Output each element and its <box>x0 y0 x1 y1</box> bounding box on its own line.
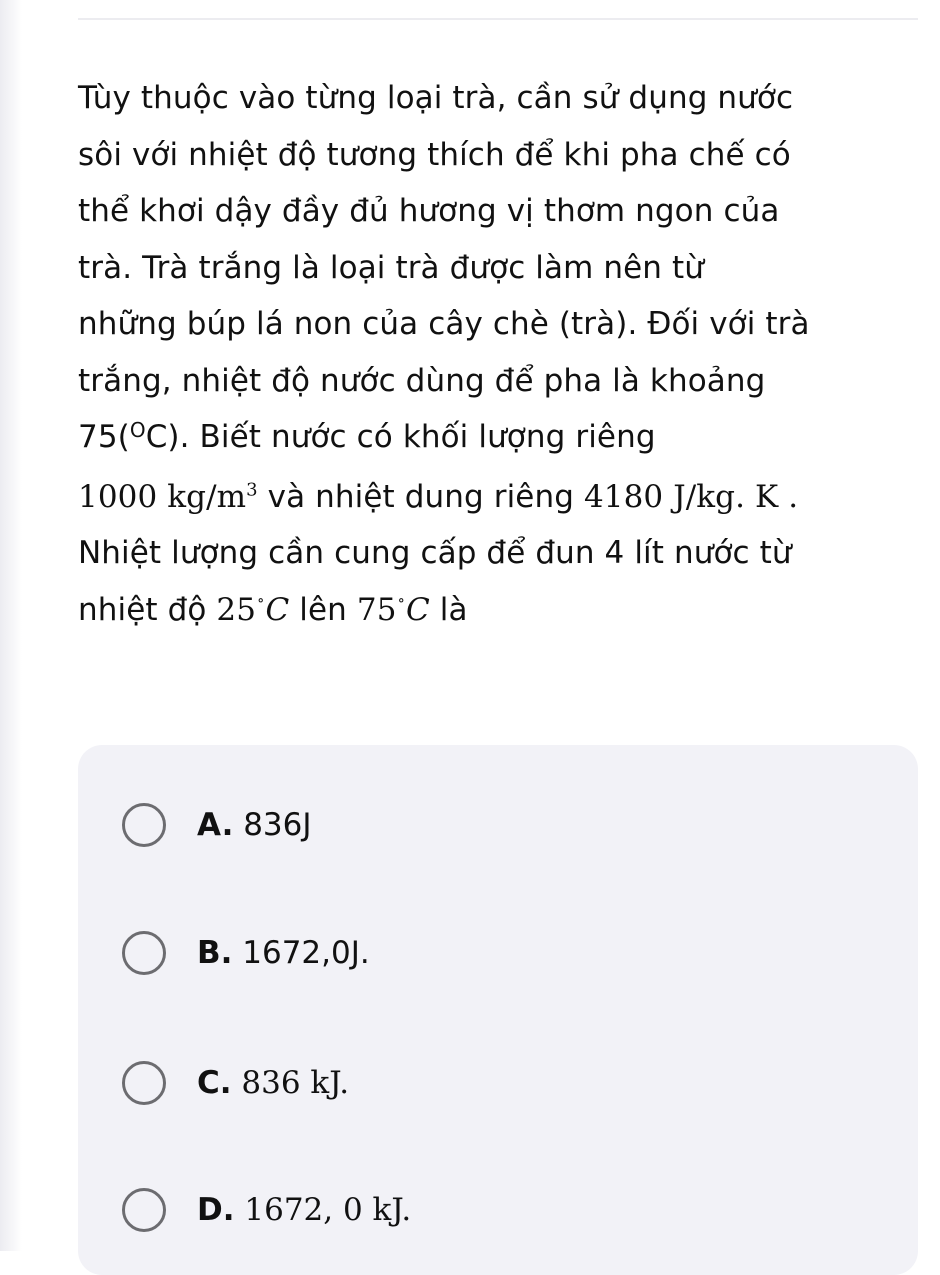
answer-options-card <box>78 745 918 1275</box>
celsius-unit: C <box>265 591 290 628</box>
option-letter: C. <box>197 1065 232 1101</box>
question-line: Tùy thuộc vào từng loại trà, cần sử dụng nước <box>78 80 794 116</box>
radio-button-icon[interactable] <box>122 1188 166 1232</box>
question-line: những búp lá non của cây chè (trà). Đối với trà <box>78 306 810 342</box>
degree-symbol: ∘ <box>397 590 406 609</box>
question-text-segment: và nhiệt dung riêng <box>257 478 584 515</box>
option-value: 1672, 0 kJ. <box>234 1192 412 1228</box>
question-text-segment: lên <box>289 591 357 628</box>
option-c[interactable] <box>122 1055 349 1111</box>
question-text <box>78 70 923 643</box>
question-text-segment: C). Biết nước có khối lượng riêng <box>145 419 656 455</box>
exponent: 3 <box>246 479 258 501</box>
start-temperature: 25 <box>216 591 257 628</box>
question-text-segment: là <box>429 591 468 628</box>
option-label <box>197 1065 349 1101</box>
degree-symbol: O <box>129 418 146 442</box>
question-line: trắng, nhiệt độ nước dùng để pha là khoảng <box>78 362 766 399</box>
option-a[interactable] <box>122 797 312 853</box>
question-line <box>78 469 923 526</box>
specific-heat-value: 4180 J/kg. K . <box>583 478 799 515</box>
question-line: thể khơi dậy đầy đủ hương vị thơm ngon của <box>78 193 780 229</box>
radio-button-icon[interactable] <box>122 1061 166 1105</box>
density-value: 1000 kg/m <box>78 478 247 515</box>
end-temperature: 75 <box>356 591 397 628</box>
option-label <box>197 1192 411 1228</box>
option-letter: D. <box>197 1192 235 1228</box>
option-value: 1672,0J. <box>232 935 370 971</box>
question-line <box>78 582 923 644</box>
question-line: sôi với nhiệt độ tương thích để khi pha chế có <box>78 136 791 173</box>
option-letter: B. <box>197 935 233 971</box>
degree-symbol: ∘ <box>257 590 265 609</box>
question-line: Nhiệt lượng cần cung cấp để đun 4 lít nước từ <box>78 535 792 571</box>
question-text-segment: nhiệt độ <box>78 591 217 628</box>
option-value: 836 kJ. <box>231 1065 350 1101</box>
question-line: trà. Trà trắng là loại trà được làm nên từ <box>78 249 704 286</box>
option-d[interactable] <box>122 1182 411 1238</box>
option-label <box>197 807 312 843</box>
option-b[interactable] <box>122 925 370 981</box>
question-line <box>78 409 923 469</box>
option-label <box>197 935 370 971</box>
option-letter: A. <box>197 807 234 843</box>
radio-button-icon[interactable] <box>122 931 166 975</box>
option-value: 836J <box>233 807 312 843</box>
temperature-value: 75( <box>78 419 130 455</box>
radio-button-icon[interactable] <box>122 803 166 847</box>
left-edge-shadow <box>0 0 22 1251</box>
top-divider <box>78 18 918 20</box>
celsius-unit: C <box>406 591 430 628</box>
